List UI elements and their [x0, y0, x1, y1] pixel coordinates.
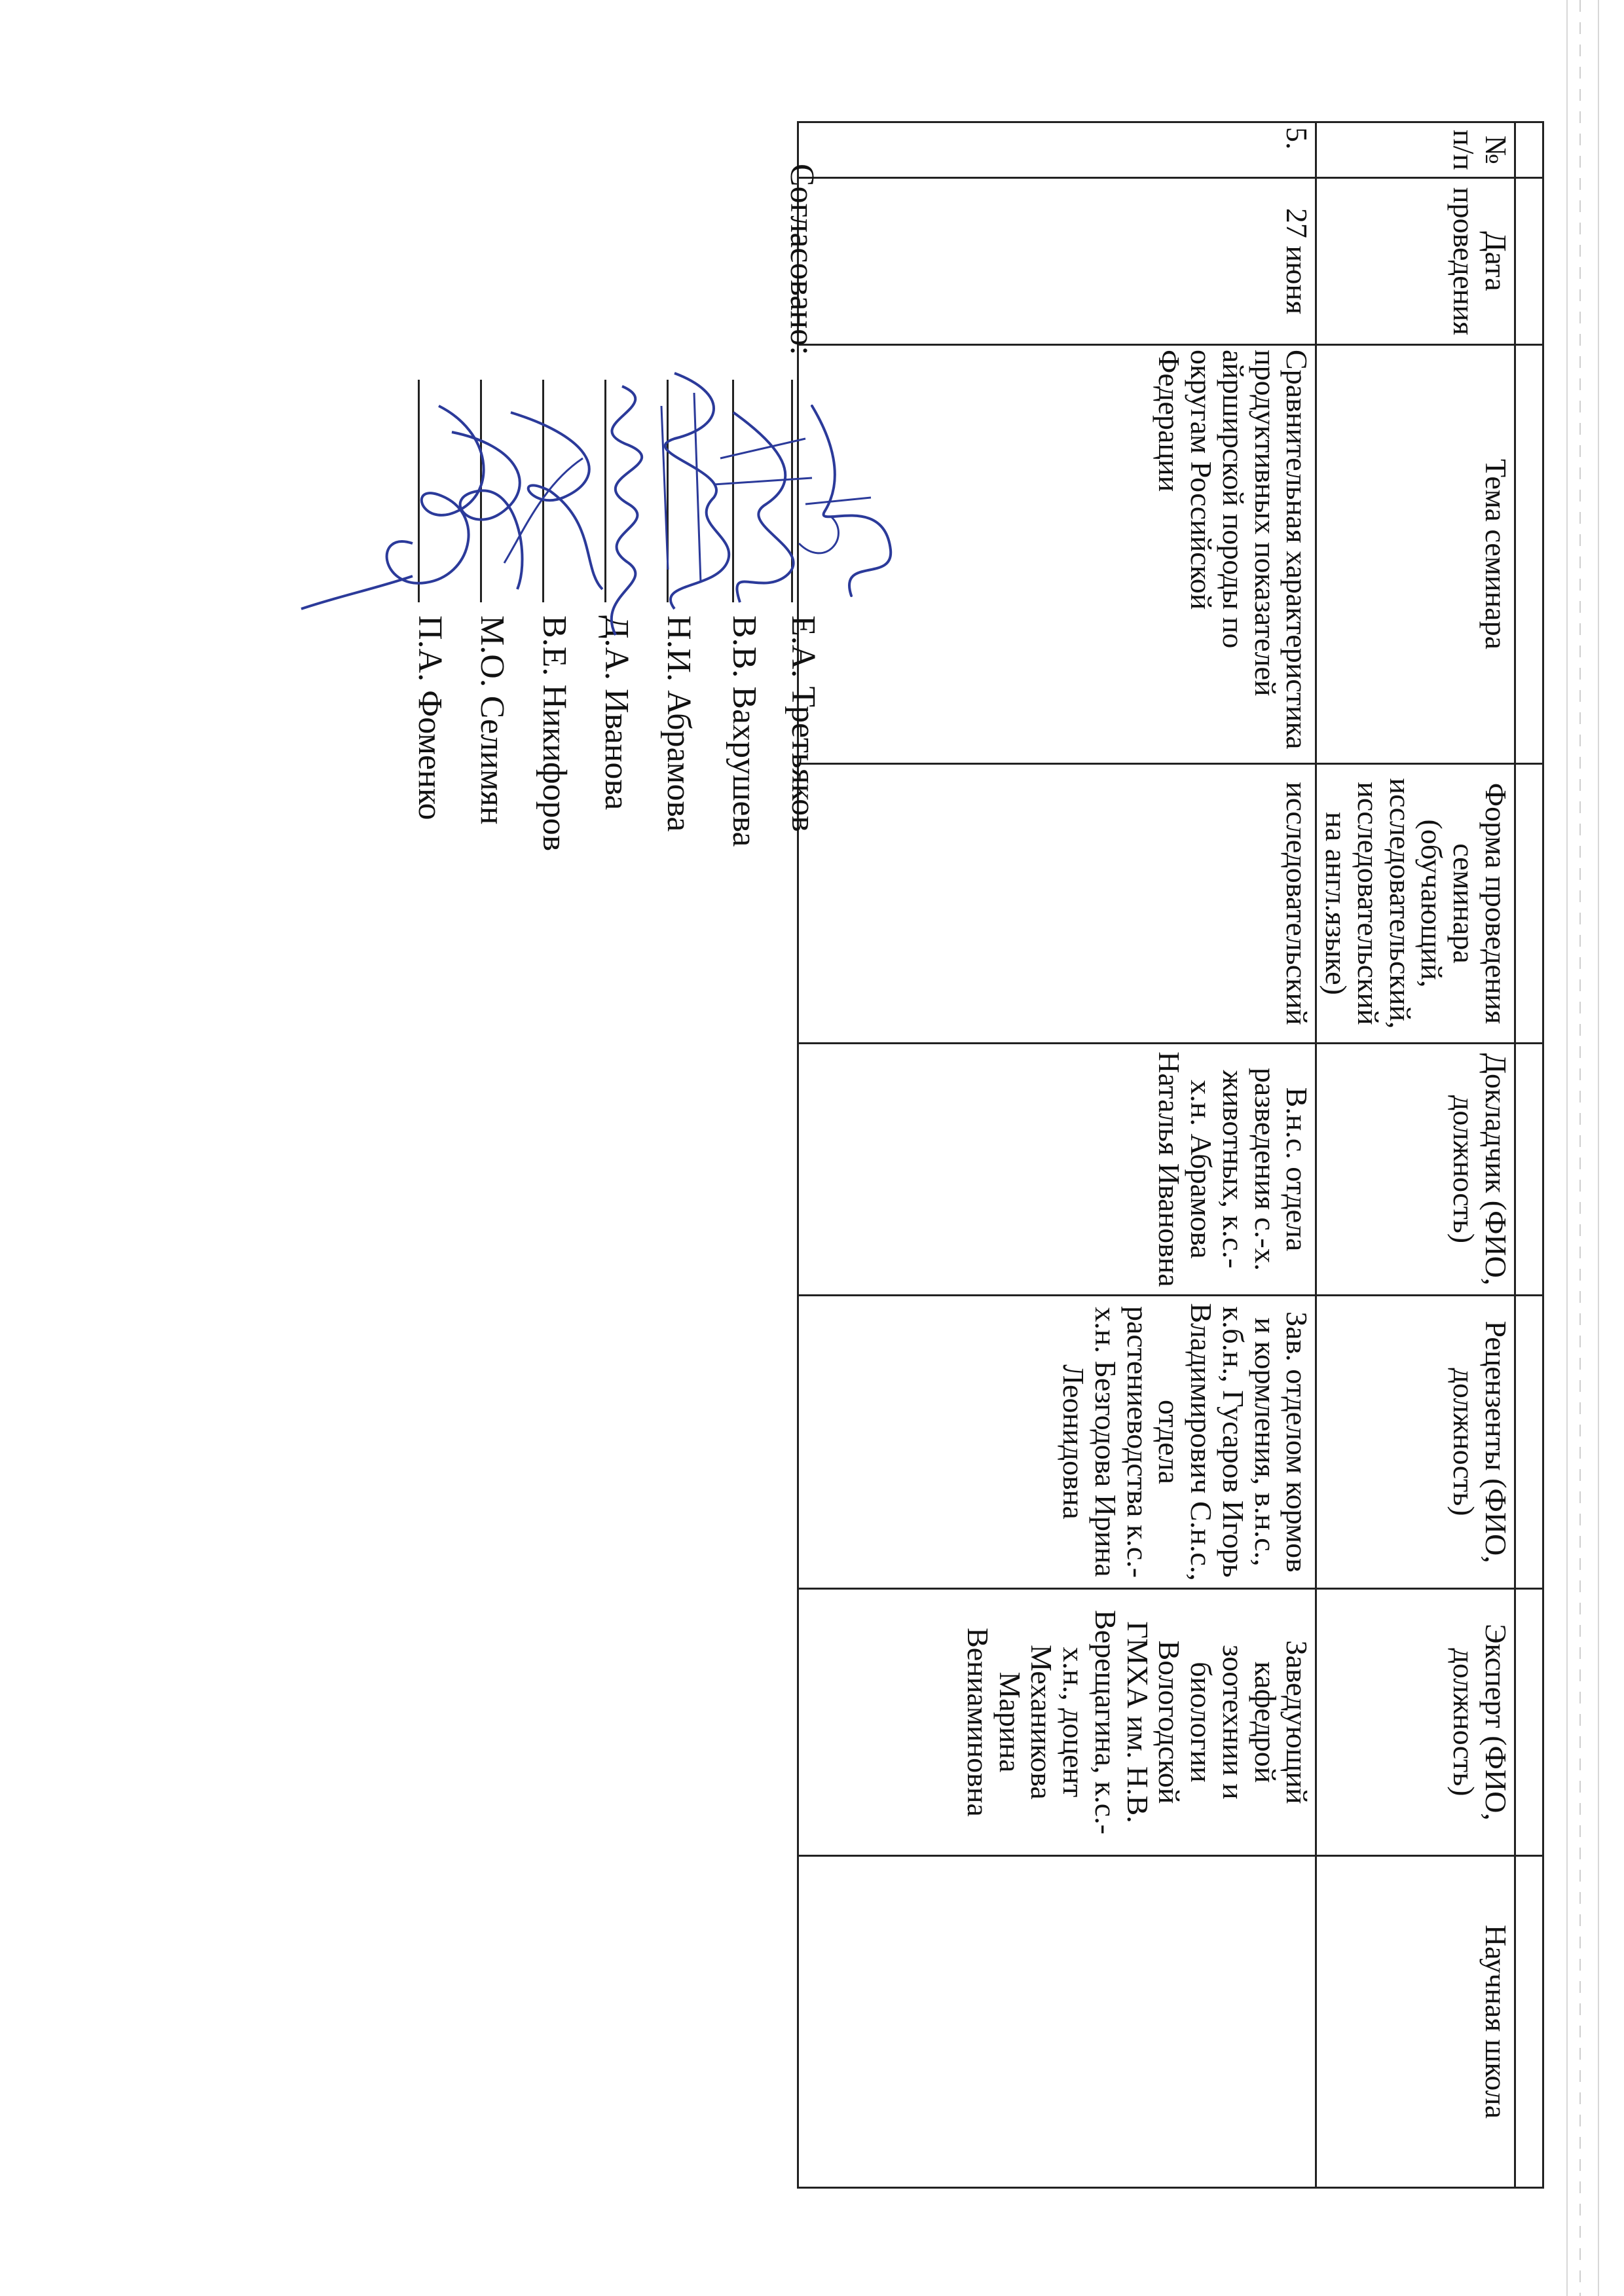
signatory-name: Е.А. Третьяков [784, 615, 822, 832]
spacer-cell [1515, 122, 1543, 178]
header-topic: Тема семинара [1316, 345, 1515, 764]
header-date: Дата проведения [1316, 178, 1515, 345]
cell-expert: Заведующий кафедрой зоотехнии и биологии Вологодской ГМХА им. Н.В. Верещагина, к.с.-х.н., доцент Механикова Марина Вениаминовна [798, 1589, 1316, 1856]
signatory-name: В.Е. Никифоров [536, 615, 573, 852]
signatory-name: Д.А. Иванова [598, 615, 635, 811]
cell-reviewers: Зав. отделом кормов и кормления, в.н.с., к.б.н., Гусаров Игорь Владимирович С.н.с., отдела растениеводства к.с.-х.н. Безгодова Ирина Леонидовна [798, 1296, 1316, 1589]
header-form: Форма проведения семинара (обучающий, исследовательский, исследовательский на англ.языке) [1316, 764, 1515, 1044]
table-top-strip [1515, 122, 1543, 2188]
header-speaker: Докладчик (ФИО, должность) [1316, 1044, 1515, 1296]
header-num: № п/п [1316, 122, 1515, 178]
spacer-cell [1515, 1296, 1543, 1589]
header-expert: Эксперт (ФИО, должность) [1316, 1589, 1515, 1856]
spacer-cell [1515, 1589, 1543, 1856]
cell-speaker: В.н.с. отдела разведения с.-х. животных, к.с.-х.н. Абрамова Наталья Ивановна [798, 1044, 1316, 1296]
spacer-cell [1515, 178, 1543, 345]
signatory-name: М.О. Селимян [473, 615, 511, 825]
cell-topic: Сравнительная характеристика продуктивных показателей айрширской породы по округам Российской Федерации [798, 345, 1316, 764]
spacer-cell [1515, 1856, 1543, 2188]
spacer-cell [1515, 764, 1543, 1044]
cell-school [798, 1856, 1316, 2188]
header-reviewers: Рецензенты (ФИО, должность) [1316, 1296, 1515, 1589]
table-header-row [1316, 122, 1515, 2188]
signatory-name: В.В. Вахрушева [726, 615, 763, 847]
header-school: Научная школа [1316, 1856, 1515, 2188]
handwritten-signature [295, 380, 511, 629]
signatory-name: П.А. Фоменко [411, 615, 449, 820]
approval-label: Согласовано: [783, 164, 821, 355]
spacer-cell [1515, 1044, 1543, 1296]
spacer-cell [1515, 345, 1543, 764]
cell-date: 27 июня [798, 178, 1316, 345]
cell-form: исследовательский [798, 764, 1316, 1044]
cell-num: 5. [798, 122, 1316, 178]
signatory-name: Н.И. Абрамова [660, 615, 697, 832]
